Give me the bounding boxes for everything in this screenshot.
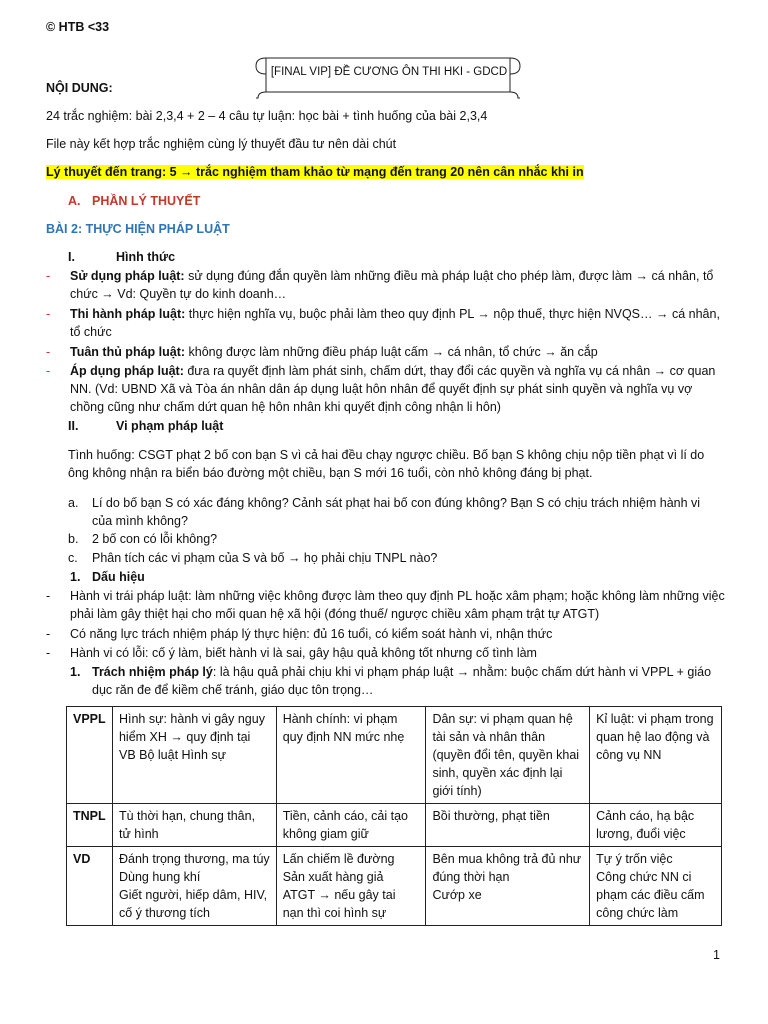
list-item: - Tuân thủ pháp luật: không được làm những điều pháp luật cấm → cá nhân, tổ chức → ăn cắp <box>46 345 598 359</box>
sign-text: Hành vi trái pháp luật: làm những việc không được làm theo quy định PL hoặc xâm phạm; hoặc không làm những việc phải làm gây thiệt hại cho mối quan hệ xã hội (đóng thuế/ ngược chiều xâm phạm trật tự ATGT) <box>70 589 725 621</box>
question-text: 2 bố con có lỗi không? <box>92 532 218 546</box>
row-header-cell: VD <box>67 847 113 926</box>
list-item: - Hành vi có lỗi: cố ý làm, biết hành vi là sai, gây hậu quả không tốt nhưng cố tình làm <box>46 646 537 660</box>
list-item: - Sử dụng pháp luật: sử dụng đúng đắn quyền làm những điều mà pháp luật cho phép làm, được làm → cá nhân, tổ chức → Vd: Quyền tự do kinh doanh… <box>46 269 714 301</box>
row-header-cell: VPPL <box>67 707 113 804</box>
form-text: sử dụng đúng đắn quyền làm những điều mà pháp luật cho phép làm, được làm → cá nhân, tổ chức → Vd: Quyền tự do kinh doanh… <box>70 269 714 301</box>
list-item: - Áp dụng pháp luật: đưa ra quyết định làm phát sinh, chấm dứt, thay đổi các quyền và nghĩa vụ cá nhân → cơ quan NN. (Vd: UBND Xã và Tòa án nhân dân áp dụng luật hôn nhân để quyết định sự phát sinh quyền và nghĩa vụ vợ chồng cũng như chấm dứt quan hệ hôn nhân khi quyết định công nhận li hôn) <box>46 364 716 414</box>
lesson-title: BÀI 2: THỰC HIỆN PHÁP LUẬT <box>46 222 230 236</box>
form-term: Áp dụng pháp luật: <box>70 364 184 378</box>
banner-title: [FINAL VIP] ĐỀ CƯƠNG ÔN THI HKI - GDCD <box>270 66 508 78</box>
table-cell: Dân sự: vi phạm quan hệ tài sản và nhân thân (quyền đổi tên, quyền khai sinh, quyền xác định lại giới tính) <box>426 707 590 804</box>
liability-term: Trách nhiệm pháp lý <box>92 665 213 679</box>
copyright-text: © HTB <33 <box>46 20 110 34</box>
table-cell: Lấn chiếm lề đường Sản xuất hàng giả ATGT → nếu gây tai nạn thì coi hình sự <box>276 847 426 926</box>
situation-text: Tình huống: CSGT phạt 2 bố con bạn S vì cả hai đều chạy ngược chiều. Bố bạn S không chịu nộp tiền phạt vì lí do ông không nhận ra biển báo đường một chiều, bạn S mới 16 tuổi, còn nhỏ không đáng bị phạt. <box>68 448 705 480</box>
part1-marker: I. <box>68 250 75 264</box>
question-text: Lí do bố bạn S có xác đáng không? Cảnh sát phạt hai bố con đúng không? Bạn S có chịu trách nhiệm hành vi của mình không? <box>92 496 701 528</box>
table-row <box>67 804 722 847</box>
sign-text: Hành vi có lỗi: cố ý làm, biết hành vi là sai, gây hậu quả không tốt nhưng cố tình làm <box>70 646 537 660</box>
table-row <box>67 707 722 804</box>
table-cell: Kỉ luật: vi phạm trong quan hệ lao động và công vụ NN <box>590 707 722 804</box>
table-cell: Bồi thường, phạt tiền <box>426 804 590 847</box>
liability-marker: 1. <box>70 665 81 679</box>
form-term: Thi hành pháp luật: <box>70 307 186 321</box>
list-item: - Có năng lực trách nhiệm pháp lý thực hiện: đủ 16 tuổi, có kiểm soát hành vi, nhận thức <box>46 627 553 641</box>
question-marker: b. <box>68 532 79 546</box>
form-text: không được làm những điều pháp luật cấm → cá nhân, tổ chức → ăn cắp <box>185 345 598 359</box>
list-item: - Thi hành pháp luật: thực hiện nghĩa vụ, buộc phải làm theo quy định PL → nộp thuế, thực hiện NVQS… → cá nhân, tổ chức <box>46 307 720 339</box>
part1-title: Hình thức <box>116 250 176 264</box>
signs-title: Dấu hiệu <box>92 570 145 584</box>
liability-paragraph <box>92 663 720 699</box>
form-term: Tuân thủ pháp luật: <box>70 345 186 359</box>
section-marker: A. <box>68 194 81 208</box>
list-item: - Hành vi trái pháp luật: làm những việc không được làm theo quy định PL hoặc xâm phạm; hoặc không làm những việc phải làm gây thiệt hại cho mối quan hệ xã hội (đóng thuế/ ngược chiều xâm phạm trật tự ATGT) <box>46 589 725 621</box>
violation-table <box>66 706 722 926</box>
table-row <box>67 847 722 926</box>
intro-line-1: 24 trắc nghiệm: bài 2,3,4 + 2 – 4 câu tự luận: học bài + tình huống của bài 2,3,4 <box>46 109 488 123</box>
question-marker: c. <box>68 551 78 565</box>
table-cell: Hành chính: vi phạm quy định NN mức nhẹ <box>276 707 426 804</box>
table-cell: Bên mua không trả đủ như đúng thời hạn Cướp xe <box>426 847 590 926</box>
row-header-cell: TNPL <box>67 804 113 847</box>
question-text: Phân tích các vi phạm của S và bố → họ phải chịu TNPL nào? <box>92 551 438 565</box>
content-heading: NỘI DUNG: <box>46 81 113 95</box>
table-cell: Hình sự: hành vi gây nguy hiểm XH → quy định tại VB Bộ luật Hình sự <box>112 707 276 804</box>
table-cell: Đánh trọng thương, ma túy Dùng hung khí Giết người, hiếp dâm, HIV, cố ý thương tích <box>112 847 276 926</box>
table-cell: Tự ý trốn việc Công chức NN ci phạm các điều cấm công chức làm <box>590 847 722 926</box>
form-text: đưa ra quyết định làm phát sinh, chấm dứt, thay đổi các quyền và nghĩa vụ cá nhân → cơ quan NN. (Vd: UBND Xã và Tòa án nhân dân áp dụng luật hôn nhân để quyết định sự phát sinh quyền và nghĩa vụ vợ chồng cũng như chấm dứt quan hệ hôn nhân khi quyết định công nhận li hôn) <box>70 364 716 414</box>
page-number: 1 <box>713 948 720 962</box>
part2-title: Vi phạm pháp luật <box>116 419 224 433</box>
question-marker: a. <box>68 496 79 510</box>
sign-text: Có năng lực trách nhiệm pháp lý thực hiện: đủ 16 tuổi, có kiểm soát hành vi, nhận thức <box>70 627 553 641</box>
form-text: thực hiện nghĩa vụ, buộc phải làm theo quy định PL → nộp thuế, thực hiện NVQS… → cá nhân, tổ chức <box>70 307 720 339</box>
section-title: PHẦN LÝ THUYẾT <box>92 194 201 208</box>
table-cell: Cảnh cáo, hạ bậc lương, đuổi việc <box>590 804 722 847</box>
liability-text: : là hậu quả phải chịu khi vi phạm pháp luật → nhằm: buộc chấm dứt hành vi VPPL + giáo dục răn đe để kiềm chế tránh, giáo dục tôn trọng… <box>92 665 712 697</box>
intro-line-2: File này kết hợp trắc nghiệm cùng lý thuyết đầu tư nên dài chút <box>46 137 397 151</box>
part2-marker: II. <box>68 419 79 433</box>
signs-marker: 1. <box>70 570 81 584</box>
highlight-note: Lý thuyết đến trang: 5 → trắc nghiệm tham khảo từ mạng đến trang 20 nên cân nhắc khi in <box>46 165 584 179</box>
form-term: Sử dụng pháp luật: <box>70 269 185 283</box>
table-cell: Tiền, cảnh cáo, cải tạo không giam giữ <box>276 804 426 847</box>
table-cell: Tù thời hạn, chung thân, tử hình <box>112 804 276 847</box>
